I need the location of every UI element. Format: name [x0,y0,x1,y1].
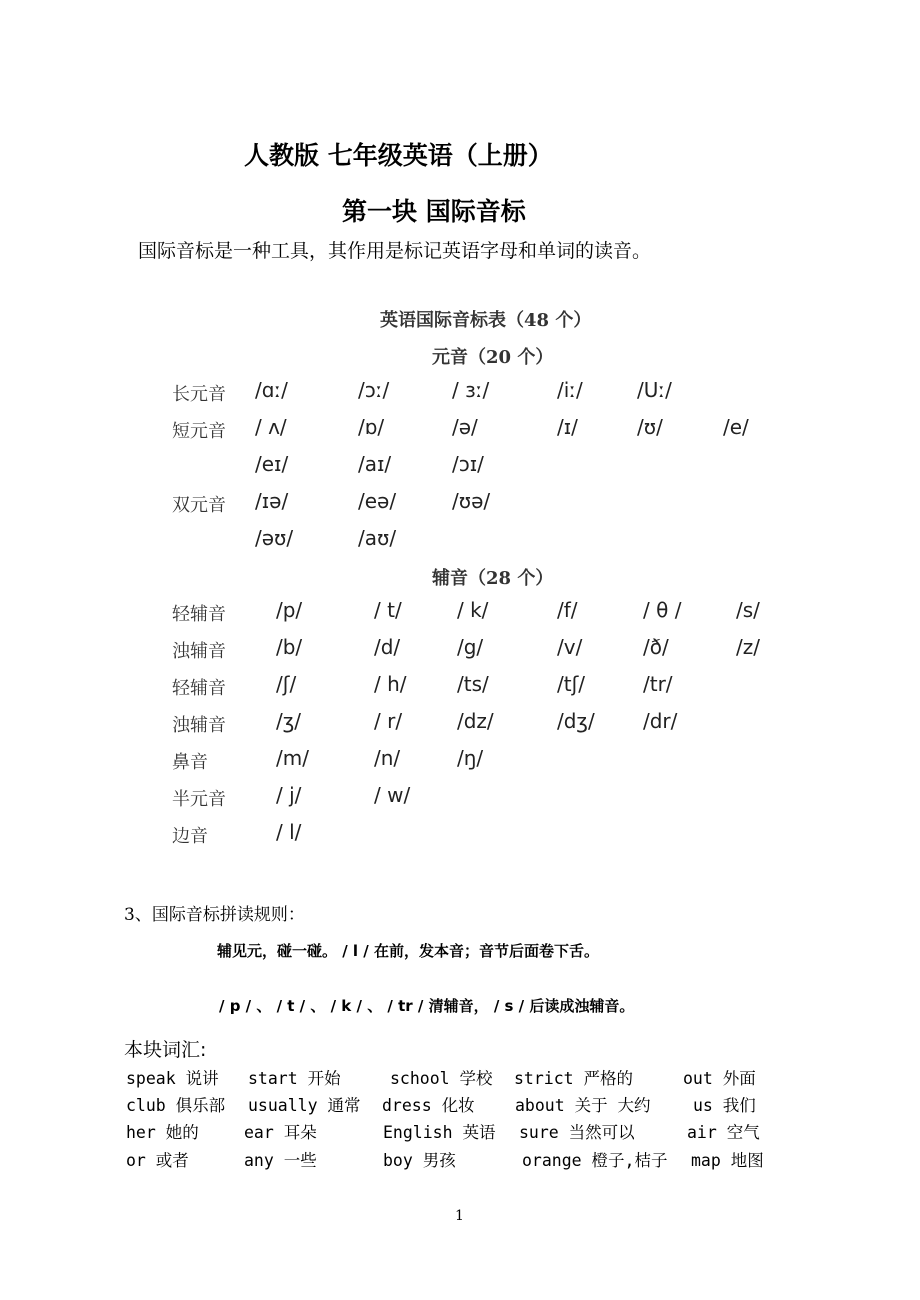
vocab-item: ear 耳朵 [244,1123,317,1142]
section-title: 第一块 国际音标 [342,197,526,226]
consonants-heading: 辅音（28 个） [432,568,554,589]
symbol: / θ / [643,598,682,622]
row-label: 轻辅音 [172,678,226,699]
symbol: /v/ [557,635,583,659]
vocab-item: us 我们 [693,1096,756,1115]
rules-heading: 3、国际音标拼读规则： [124,905,305,925]
vocab-item: strict 严格的 [514,1069,634,1088]
rule-line: 辅见元，碰一碰。 / l / 在前，发本音；音节后面卷下舌。 [217,942,599,960]
vocab-item: English 英语 [383,1123,496,1142]
symbol: /d/ [374,635,401,659]
vocab-item: orange 橙子,桔子 [522,1151,668,1170]
symbol: /s/ [736,598,760,622]
symbol: / t/ [374,598,402,622]
symbol: /dr/ [643,709,678,733]
symbol: / ʌ/ [255,415,287,439]
symbol: /iː/ [557,378,583,402]
symbol: /eə/ [358,489,397,513]
symbol: /aʊ/ [358,526,397,550]
symbol: /z/ [736,635,760,659]
intro-text: 国际音标是一种工具，其作用是标记英语字母和单词的读音。 [138,240,652,262]
symbol: /ɔɪ/ [452,452,484,476]
symbol: /ʊ/ [637,415,663,439]
vocab-item: any 一些 [244,1151,317,1170]
symbol: / j/ [276,783,302,807]
symbol: /m/ [276,746,309,770]
symbol: /əʊ/ [255,526,294,550]
symbol: /ə/ [452,415,478,439]
vocab-item: start 开始 [248,1069,341,1088]
symbol: / l/ [276,820,302,844]
vocab-heading: 本块词汇: [124,1039,207,1061]
page-title: 人教版 七年级英语（上册） [244,141,553,170]
page-number: 1 [455,1208,464,1224]
row-label: 半元音 [172,789,226,810]
row-label: 鼻音 [172,752,208,773]
vocab-item: sure 当然可以 [519,1123,635,1142]
symbol: /ɔː/ [358,378,390,402]
symbol: /e/ [723,415,749,439]
symbol: /tr/ [643,672,673,696]
symbol: /dz/ [457,709,494,733]
chart-title: 英语国际音标表（48 个） [380,310,592,331]
rule-line: / p / 、 / t / 、 / k / 、 / tr / 清辅音， / s / 后读成浊辅音。 [219,997,635,1015]
symbol: / h/ [374,672,407,696]
row-label: 长元音 [172,384,226,405]
symbol: / ɜː/ [452,378,490,402]
symbol: /g/ [457,635,484,659]
vocab-item: map 地图 [691,1151,764,1170]
symbol: /b/ [276,635,303,659]
vocab-item: air 空气 [687,1123,760,1142]
vocab-item: speak 说讲 [126,1069,219,1088]
symbol: /f/ [557,598,578,622]
symbol: /p/ [276,598,303,622]
symbol: / k/ [457,598,489,622]
vocab-item: school 学校 [390,1069,493,1088]
vowels-heading: 元音（20 个） [432,347,554,368]
vocab-item: her 她的 [126,1123,199,1142]
symbol: /dʒ/ [557,709,595,733]
symbol: /ts/ [457,672,489,696]
symbol: /ɒ/ [358,415,385,439]
symbol: /ʃ/ [276,672,297,696]
row-label: 轻辅音 [172,604,226,625]
symbol: /ŋ/ [457,746,484,770]
vocab-item: dress 化妆 [382,1096,475,1115]
symbol: /eɪ/ [255,452,289,476]
vocab-item: boy 男孩 [383,1151,456,1170]
symbol: /ʊə/ [452,489,491,513]
symbol: /ð/ [643,635,669,659]
row-label: 短元音 [172,421,226,442]
row-label: 双元音 [172,495,226,516]
row-label: 边音 [172,826,208,847]
symbol: /ʒ/ [276,709,302,733]
symbol: /aɪ/ [358,452,392,476]
vocab-item: out 外面 [683,1069,756,1088]
symbol: /Uː/ [637,378,672,402]
vocab-item: or 或者 [126,1151,189,1170]
vocab-item: about 关于 大约 [515,1096,651,1115]
symbol: /ɪ/ [557,415,578,439]
row-label: 浊辅音 [172,641,226,662]
symbol: /ɪə/ [255,489,289,513]
symbol: / w/ [374,783,411,807]
symbol: /n/ [374,746,401,770]
symbol: /ɑː/ [255,378,288,402]
symbol: /tʃ/ [557,672,586,696]
vocab-item: usually 通常 [248,1096,361,1115]
row-label: 浊辅音 [172,715,226,736]
vocab-item: club 俱乐部 [126,1096,226,1115]
symbol: / r/ [374,709,403,733]
